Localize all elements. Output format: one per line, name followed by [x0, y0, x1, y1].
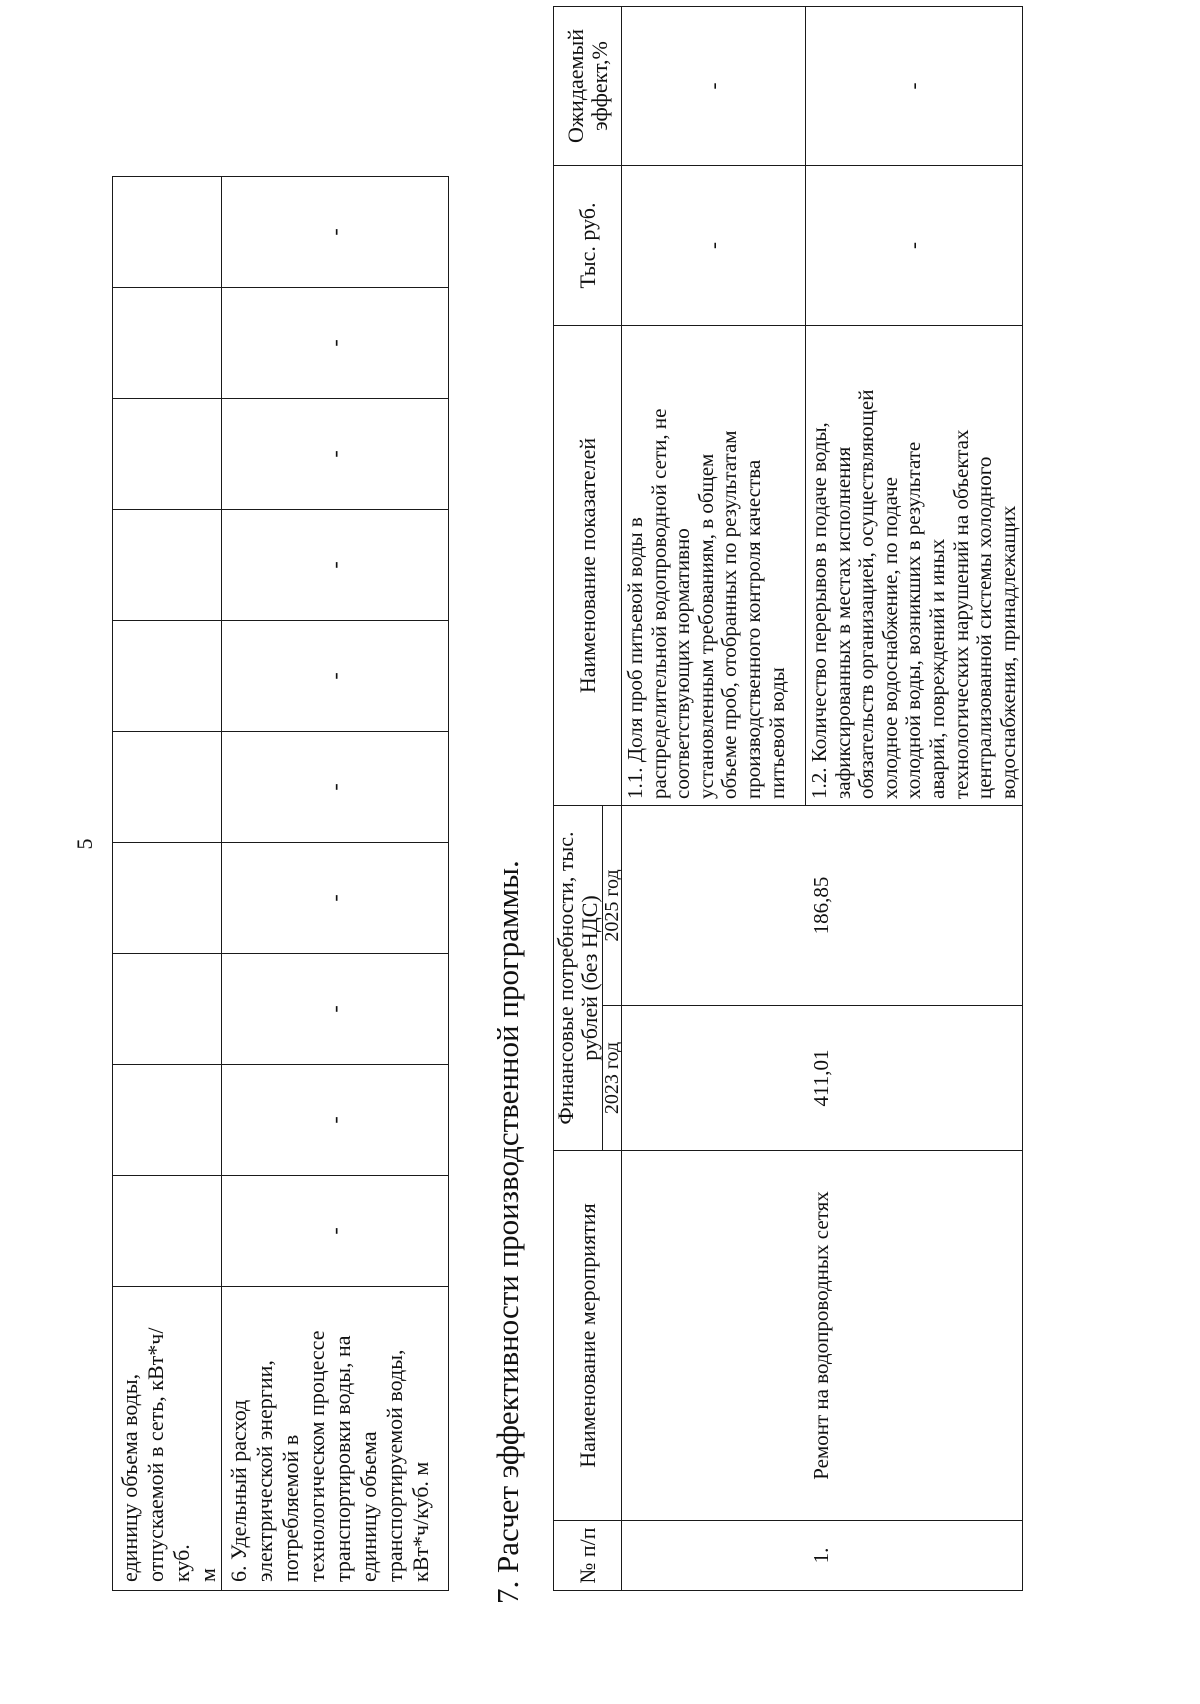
continued-indicator-table — [112, 176, 449, 1591]
value-cell: - — [222, 399, 449, 510]
value-cell: - — [222, 288, 449, 399]
column-header-num: № п/п — [554, 1521, 622, 1591]
cost-2025: 186,85 — [622, 806, 1023, 1006]
table-row — [622, 7, 806, 1591]
column-header-2025: 2025 год — [603, 806, 622, 1006]
value-cell — [113, 843, 222, 954]
value-cell — [113, 510, 222, 621]
column-header-financial: Финансовые потребности, тыс. рублей (без НДС) — [554, 806, 603, 1151]
indicator-1-2: 1.2. Количество перерывов в подаче воды, зафиксированных в местах исполнения обязательств организацией, осуществляющей холодное водоснабжение, по подаче холодной воды, возникших в результате аварий, повреждений и иных технологических нарушений на объектах централизованной системы холодного водоснабжения, принадлежащих — [806, 326, 1023, 806]
column-header-thousand-rub: Тыс. руб. — [554, 166, 622, 326]
column-header-indicator: Наименование показателей — [554, 326, 622, 806]
column-header-2023: 2023 год — [603, 1006, 622, 1151]
indicator-1-1-cost: - — [622, 166, 806, 326]
value-cell: - — [222, 843, 449, 954]
measure-name: Ремонт на водопроводных сетях — [622, 1151, 1023, 1521]
value-cell: - — [222, 954, 449, 1065]
indicator-1-1-effect: - — [622, 7, 806, 166]
table-row — [113, 177, 222, 1591]
header-row — [554, 7, 603, 1591]
indicator-1-1: 1.1. Доля проб питьевой воды в распределительной водопроводной сети, не соответствующих нормативно установленным требованиям, в общем объеме проб, отобранных по результатам производственного контроля качества питьевой воды — [622, 326, 806, 806]
indicator-label: 6. Удельный расход электрической энергии, потребляемой в технологическом процессе транспортировки воды, на единицу объема транспортируемой воды, кВт*ч/куб. м — [222, 1287, 449, 1591]
value-cell: - — [222, 1176, 449, 1287]
value-cell — [113, 1176, 222, 1287]
value-cell — [113, 399, 222, 510]
value-cell: - — [222, 510, 449, 621]
value-cell: - — [222, 177, 449, 288]
column-header-effect: Ожидаемый эффект,% — [554, 7, 622, 166]
page-number: 5 — [72, 838, 97, 850]
column-header-measure: Наименование мероприятия — [554, 1151, 622, 1521]
value-cell: - — [222, 621, 449, 732]
value-cell: - — [222, 1065, 449, 1176]
value-cell — [113, 732, 222, 843]
table-row — [222, 177, 449, 1591]
value-cell — [113, 621, 222, 732]
indicator-label: единицу объема воды, отпускаемой в сеть, кВт*ч/куб. м — [113, 1287, 222, 1591]
cost-2023: 411,01 — [622, 1006, 1023, 1151]
efficiency-table — [553, 6, 1023, 1591]
row-number: 1. — [622, 1521, 1023, 1591]
value-cell — [113, 1065, 222, 1176]
value-cell — [113, 177, 222, 288]
value-cell: - — [222, 732, 449, 843]
indicator-1-2-cost: - — [806, 166, 1023, 326]
value-cell — [113, 288, 222, 399]
indicator-1-2-effect: - — [806, 7, 1023, 166]
value-cell — [113, 954, 222, 1065]
section-heading: 7. Расчет эффективности производственной программы. — [490, 860, 525, 1604]
